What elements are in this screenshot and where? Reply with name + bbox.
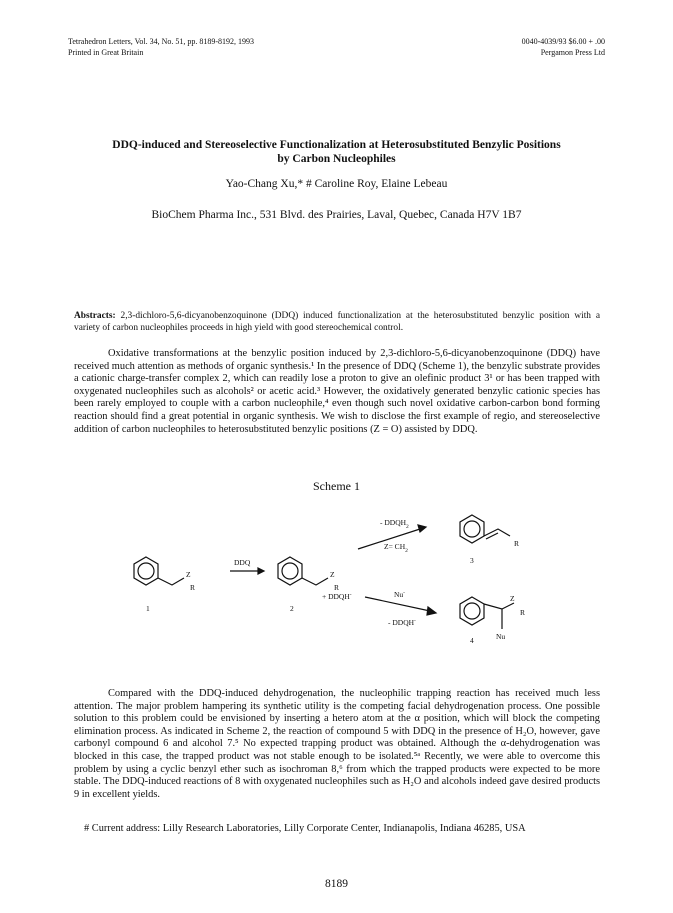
scheme-title: Scheme 1 bbox=[313, 479, 360, 493]
affiliation: BioChem Pharma Inc., 531 Blvd. des Prairies, Laval, Quebec, Canada H7V 1B7 bbox=[151, 209, 522, 221]
journal-citation: Tetrahedron Letters, Vol. 34, No. 51, pp. 8189-8192, 1993 bbox=[68, 37, 255, 46]
compound-2-structure bbox=[278, 557, 328, 585]
z-ch2-condition: $Z= CH_2$ bbox=[384, 542, 408, 554]
compound-1-r-label: R bbox=[190, 583, 196, 592]
printed-location: Printed in Great Britain bbox=[68, 48, 144, 57]
compound-4-nu-label: Nu bbox=[496, 632, 506, 641]
compound-4-r-label: R bbox=[520, 608, 526, 617]
issn-price: 0040-4039/93 $6.00 + .00 bbox=[521, 37, 605, 46]
journal-header-left bbox=[68, 36, 254, 58]
minus-ddqh2-reagent: - $DDQH_2$ bbox=[380, 518, 409, 530]
compound-1-structure bbox=[134, 557, 184, 585]
publisher: Pergamon Press Ltd bbox=[540, 48, 605, 57]
compound-3-structure bbox=[460, 515, 510, 543]
compound-2-counterion: + DDQH- bbox=[322, 592, 352, 601]
abstract-label: Abstracts: bbox=[74, 311, 116, 321]
body-paragraph-1 bbox=[74, 348, 600, 436]
author-list: Yao-Chang Xu,* # Caroline Roy, Elaine Lebeau bbox=[225, 178, 448, 190]
ddq-reagent: DDQ bbox=[234, 558, 251, 567]
body-paragraph-2 bbox=[74, 688, 600, 801]
abstract-text: 2,3-dichloro-5,6-dicyanobenzoquinone (DDQ) induced functionalization at the heterosubstituted benzylic position with a variety of carbon nucleophiles proceeds in high yield with good stereochemical control. bbox=[74, 311, 600, 334]
nucleophile-reagent: Nu- bbox=[394, 590, 406, 599]
page-number: 8189 bbox=[325, 878, 348, 890]
paragraph-2-text: Compared with the DDQ-induced dehydrogenation, the nucleophilic trapping reaction has received much less attention. The major problem hampering its synthetic utility is the competing facial dehydrogenation process. One possible solution to this problem could be envisioned by inserting a hetero atom at the α position, which will block the competing elimination process. As indicated in Scheme 2, the reaction of compound 5 with DDQ in the presence of H₂O, however, gave carbonyl compound 6 and alcohol 7.⁵ No expected trapping product was obtained. Although the α-dehydrogenation was blocked in this case, the trapped product was not stable enough to be isolated.⁵ᵃ Recently, we were able to overcome this problem by using a cyclic benzyl ether such as isochroman 8,⁶ from which the trapped products were expected to be more stable. The DDQ-induced reactions of 8 with oxygenated nucleophiles such as H₂O and alcohols indeed gave desired products 9 in excellent yields. bbox=[74, 688, 600, 800]
compound-2-number: 2 bbox=[290, 604, 294, 613]
compound-4-z-label: Z bbox=[510, 594, 515, 603]
compound-2-z-label: Z bbox=[330, 570, 335, 579]
article-title bbox=[60, 138, 613, 166]
paragraph-1-text: Oxidative transformations at the benzylic position induced by 2,3-dichloro-5,6-dicyanobenzoquinone (DDQ) have received much attention as methods of organic synthesis.¹ In the presence of DDQ (Scheme 1), the benzylic substrate provides a cationic charge-transfer complex 2, which can readily lose a proton to give an olefinic product 3¹ or has been trapped with oxygenated nucleophiles such as alcohols² or acetic acid.³ However, the oxidatively generated benzylic cationic species has been rarely employed to couple with a carbon nucleophile,⁴ even though such novel oxidative carbon-carbon bond forming reaction should find a great potential in organic synthesis. We wish to disclose the first example of regio, and stereoselective addition of carbon nucleophiles to heterosubstituted benzylic positions (Z = O) assisted by DDQ. bbox=[74, 348, 600, 435]
minus-ddqh-reagent: - DDQH- bbox=[388, 618, 416, 627]
abstract bbox=[74, 310, 600, 335]
compound-4-number: 4 bbox=[470, 636, 474, 645]
footnote-current-address: # Current address: Lilly Research Laboratories, Lilly Corporate Center, Indianapolis, Indiana 46285, USA bbox=[84, 823, 526, 834]
reaction-scheme bbox=[110, 505, 550, 655]
compound-1-number: 1 bbox=[146, 604, 150, 613]
compound-3-r-label: R bbox=[514, 539, 520, 548]
compound-4-structure bbox=[460, 597, 514, 629]
journal-header-right bbox=[522, 36, 605, 58]
article-title-line-1: DDQ-induced and Stereoselective Functionalization at Heterosubstituted Benzylic Positions bbox=[112, 139, 561, 151]
compound-1-z-label: Z bbox=[186, 570, 191, 579]
compound-3-number: 3 bbox=[470, 556, 474, 565]
compound-2-r-label: R bbox=[334, 583, 340, 592]
article-title-line-2: by Carbon Nucleophiles bbox=[277, 153, 396, 165]
